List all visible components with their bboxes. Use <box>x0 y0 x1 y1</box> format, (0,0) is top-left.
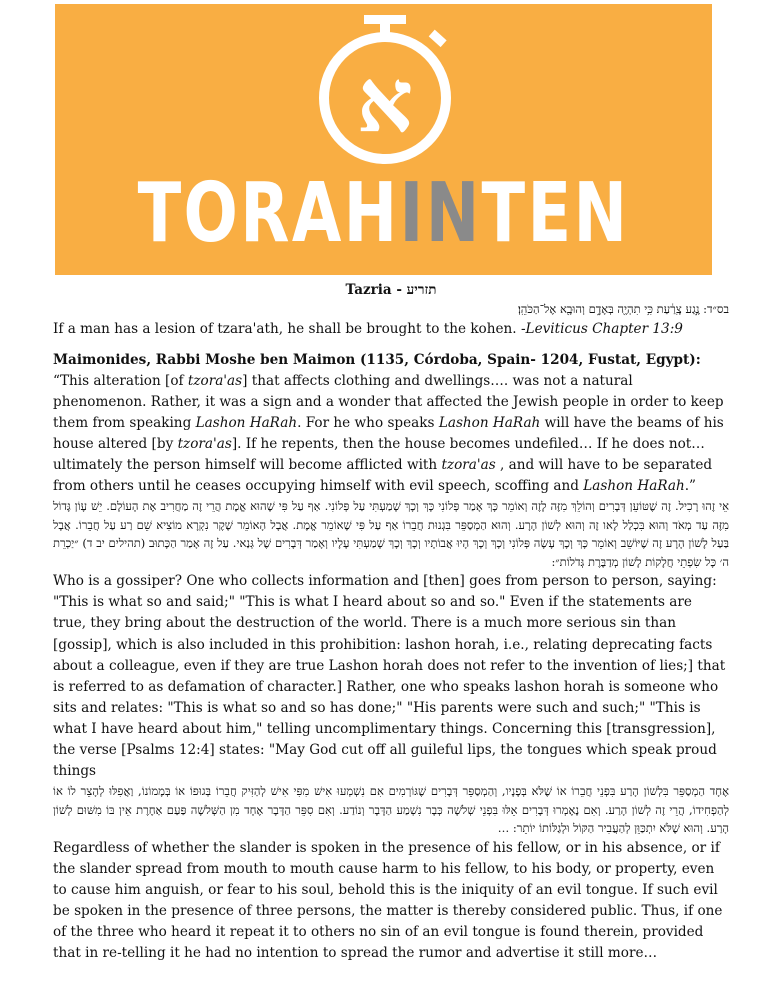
stopwatch-top-bar <box>364 15 406 24</box>
hebrew-passage-2: אֶחָד הַמְסַפֵּר בִּלְשׁוֹן הָרַע בִּפְנֵי חֲבֵרוֹ אוֹ שֶׁלֹּא בְּפָנָיו, וְהַמְסַפֵּר דְּבָרִים שֶׁגּוֹרְמִים אִם נִשְׁמְעוּ אִישׁ מִפִּי אִישׁ לְהַזִּיק חֲבֵרוֹ בְּגוּפוֹ אוֹ בְּמָמוֹנוֹ, וַאֲפִלּוּ לְהָצֵר לוֹ אוֹ לְהַפְחִידוֹ, הֲרֵי זֶה לְשׁוֹן הָרַע. וְאִם נֶאֶמְרוּ דְּבָרִים אֵלּוּ בִּפְנֵי שְׁלֹשָׁה כְּבָר נִשְׁמַע הַדָּבָר וְנוֹדַע. וְאִם סִפֵּר הַדָּבָר אֶחָד מִן הַשְּׁלֹשָׁה פַּעַם אַחֶרֶת אֵין בּוֹ מִשּׁוּם לְשׁוֹן הָרַע. וְהוּא שֶׁלֹּא יִתְכַּוֵּן לְהַעֲבִיר הַקּוֹל וּלְגַלּוֹתוֹ יוֹתֵר: … <box>53 784 729 836</box>
stopwatch-side-button <box>429 30 447 47</box>
header-banner <box>55 4 712 275</box>
verse-english-text: If a man has a lesion of tzara'ath, he shall be brought to the kohen. <box>53 320 517 337</box>
verse-citation: -Leviticus Chapter 13:9 <box>520 320 683 337</box>
verse-hebrew: בס״ד: נֶ֣גַע צָֽרַ֔עַת כִּ֥י תִהְיֶ֖ה בְּאָדָ֑ם וְהוּבָ֖א אֶל־הַכֹּהֵֽן׃ <box>517 302 729 316</box>
brand-wordmark <box>127 164 639 264</box>
brand-in: IN <box>399 166 482 261</box>
aleph-letter: א <box>356 48 414 152</box>
english-passage-2: Regardless of whether the slander is spoken in the presence of his fellow, or in his absence, or if the slander spread from mouth to mouth cause harm to his fellow, to his body, or property, even to cause him anguish, or fear to his soul, behold this is the iniquity of an evil tongue. If such evil be spoken in the presence of three persons, the matter is thereby considered public. Thus, if one of the three who heard it repeat it to others no sin of an evil tongue is found therein, provided that in re-telling it he had no intention to spread the rumor and advertise it still more… <box>53 839 723 962</box>
verse-english <box>53 319 729 340</box>
rambam-quote: “This alteration [of tzora'as] that affects clothing and dwellings…. was not a natural phenomenon. Rather, it was a sign and a wonder that affected the Jewish people in order to keep them from speaking Lashon HaRah. For he who speaks Lashon HaRah will have the beams of his house altered [by tzora'as]. If he repents, then the house becomes undefiled… If he does not… ultimately the person himself will become afflicted with tzora'as , and will have to be separated from others until he ceases occupying himself with evil speech, scoffing and Lashon HaRah.” <box>53 372 724 495</box>
brand-torah: TORAH <box>137 166 400 261</box>
source-heading: Maimonides, Rabbi Moshe ben Maimon (1135, Córdoba, Spain- 1204, Fustat, Egypt): <box>53 351 701 368</box>
article-body <box>53 280 729 964</box>
english-passage-1: Who is a gossiper? One who collects information and [then] goes from person to person, saying: "This is what so and said;" "This is what I heard about so and so." Even if the statements are true, they bring about the destruction of the world. There is a much more serious sin than [gossip], which is also included in this prohibition: lashon horah, i.e., relating deprecating facts about a colleague, even if they are true Lashon horah does not refer to the invention of lies;] that is referred to as defamation of character.] Rather, one who speaks lashon horah is someone who sits and relates: "This is what so and so has done;" "His parents were such and such;" "This is what I have heard about him," telling uncomplimentary things. Concerning this [transgression], the verse [Psalms 12:4] states: "May God cut off all guileful lips, the tongues which speak proud things <box>53 573 726 780</box>
hebrew-passage-1: אֵי זֶהוּ רָכִיל. זֶה שֶׁטּוֹעֵן דְּבָרִים וְהוֹלֵךְ מִזֶּה לָזֶה וְאוֹמֵר כָּךְ אָמַר פְּלוֹנִי כָּךְ וְכָךְ שָׁמַעְתִּי עַל פְּלוֹנִי. אַף עַל פִּי שֶׁהוּא אֱמֶת הֲרֵי זֶה מַחֲרִיב אֶת הָעוֹלָם. יֵשׁ עָוֹן גָּדוֹל מִזֶּה עַד מְאֹד וְהוּא בִּכְלַל לָאו זֶה וְהוּא לְשׁוֹן הָרָע. וְהוּא הַמְסַפֵּר בִּגְנוּת חֲבֵרוֹ אַף עַל פִּי שֶׁאוֹמֵר אֱמֶת. אֲבָל הָאוֹמֵר שֶׁקֶר נִקְרָא מוֹצִיא שֵׁם רַע עַל חֲבֵרוֹ. אֲבָל בַּעַל לָשׁוֹן הָרָע זֶה שֶׁיּוֹשֵׁב וְאוֹמֵר כָּךְ וְכָךְ עָשָׂה פְּלוֹנִי וְכָךְ וְכָךְ הָיוּ אֲבוֹתָיו וְכָךְ וְכָךְ שָׁמַעְתִּי עָלָיו וְאָמַר דְּבָרִים שֶׁל גְּנַאי. עַל זֶה אָמַר הַכָּתוּב (תהילים יב ד) ״יַכְרֵת ה׳ כָּל שִׂפְתֵי חֲלָקוֹת לָשׁוֹן מְדַבֶּרֶת גְּדֹלוֹת״: <box>53 499 729 569</box>
brand-ten: TEN <box>481 166 630 261</box>
parasha-title: Tazria - תזריע <box>345 282 437 298</box>
